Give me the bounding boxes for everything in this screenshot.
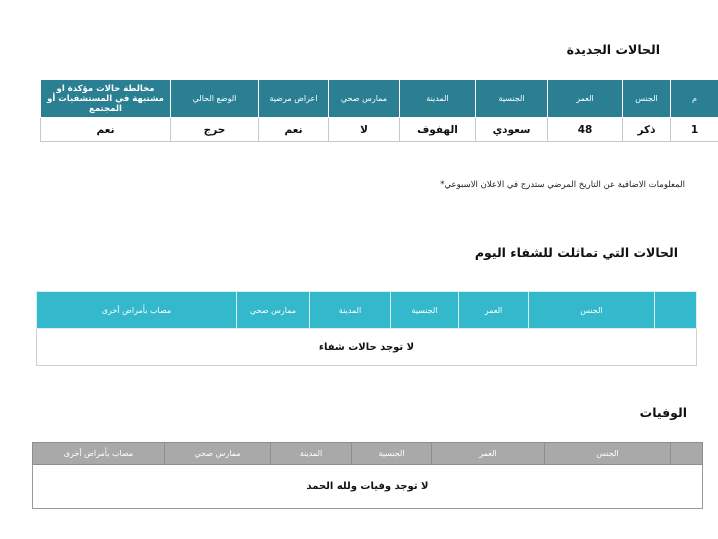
- col-header-health-practitioner: ممارس صحي: [329, 80, 400, 118]
- table-header-row: [37, 292, 697, 329]
- cell-current-status: حرج: [171, 118, 259, 142]
- empty-message: لا توجد حالات شفاء: [37, 329, 697, 366]
- col-header-current-status: الوضع الحالي: [171, 80, 259, 118]
- col-header-index: م: [671, 80, 718, 118]
- deaths-title: الوفيات: [639, 405, 687, 420]
- cell-gender: ذكر: [623, 118, 671, 142]
- cell-nationality: سعودي: [476, 118, 548, 142]
- col-header-health-practitioner: ممارس صحي: [237, 292, 310, 329]
- deaths-table: [32, 442, 703, 509]
- col-header-blank: [671, 443, 703, 465]
- col-header-symptoms: اعراض مرضية: [259, 80, 329, 118]
- table-header-row: [33, 443, 703, 465]
- cell-symptoms: نعم: [259, 118, 329, 142]
- col-header-gender: الجنس: [545, 443, 671, 465]
- cell-city: الهفوف: [400, 118, 476, 142]
- cell-age: 48: [548, 118, 623, 142]
- recovered-table: [36, 291, 697, 366]
- col-header-nationality: الجنسية: [476, 80, 548, 118]
- col-header-city: المدينة: [400, 80, 476, 118]
- col-header-health-practitioner: ممارس صحي: [165, 443, 271, 465]
- table-header-row: [41, 80, 718, 118]
- col-header-other-diseases: مصاب بأمراض أخرى: [33, 443, 165, 465]
- col-header-age: العمر: [548, 80, 623, 118]
- table-row: [41, 118, 718, 142]
- col-header-age: العمر: [459, 292, 529, 329]
- col-header-other-diseases: مصاب بأمراض أخرى: [37, 292, 237, 329]
- col-header-city: المدينة: [310, 292, 391, 329]
- col-header-nationality: الجنسية: [391, 292, 459, 329]
- col-header-contact: مخالطة حالات مؤكدة او مشتبهة في المستشفيات أو المجتمع: [41, 80, 171, 118]
- table-row: [37, 329, 697, 366]
- empty-message: لا توجد وفيات ولله الحمد: [33, 465, 703, 509]
- new-cases-table: [40, 79, 718, 142]
- col-header-gender: الجنس: [529, 292, 655, 329]
- cell-contact: نعم: [41, 118, 171, 142]
- cell-index: 1: [671, 118, 718, 142]
- col-header-nationality: الجنسية: [352, 443, 432, 465]
- recovered-title: الحالات التي تماثلت للشفاء اليوم: [474, 245, 678, 260]
- cell-health-practitioner: لا: [329, 118, 400, 142]
- col-header-city: المدينة: [271, 443, 352, 465]
- col-header-gender: الجنس: [623, 80, 671, 118]
- table-row: [33, 465, 703, 509]
- col-header-age: العمر: [432, 443, 545, 465]
- new-cases-title: الحالات الجديدة: [566, 42, 660, 57]
- col-header-blank: [655, 292, 697, 329]
- footnote: المعلومات الاضافية عن التاريخ المرضي ستدرج في الاعلان الاسبوعي*: [440, 180, 685, 190]
